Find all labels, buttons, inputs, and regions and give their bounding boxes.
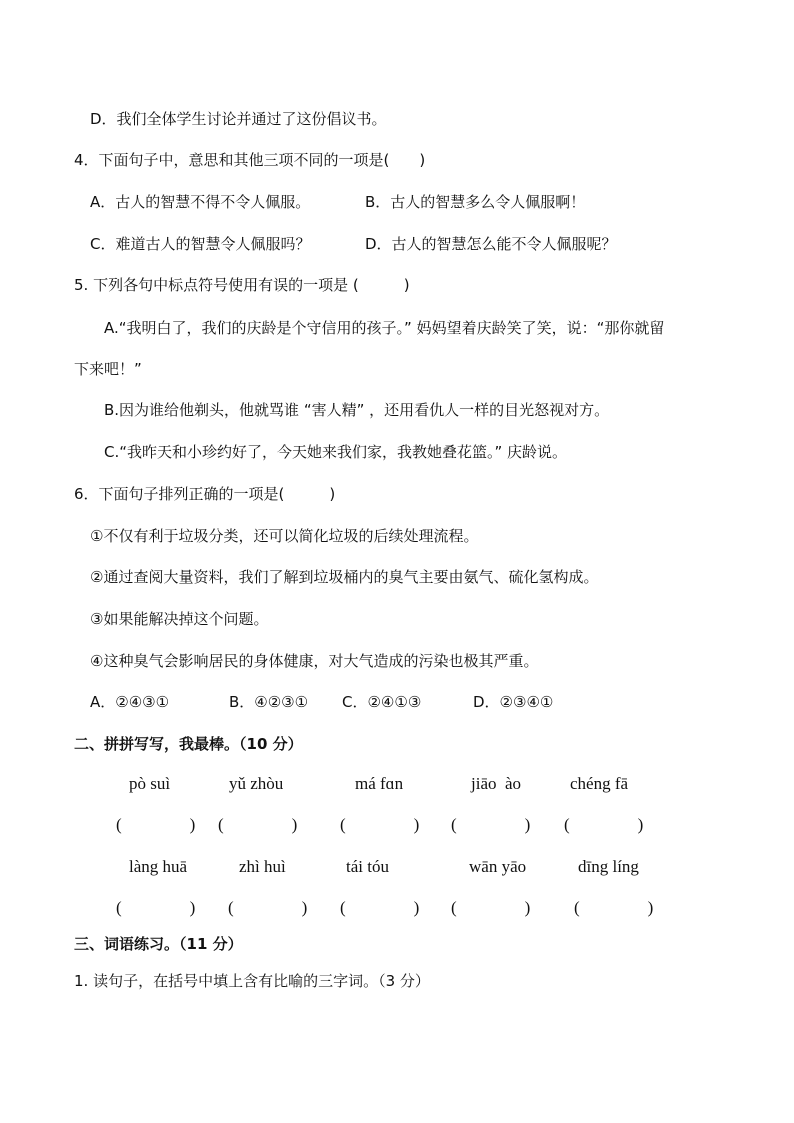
q5-option-b: B.因为谁给他剃头，他就骂谁 “害人精” ，还用看仇人一样的目光怒视对方。 xyxy=(104,401,610,419)
q5-option-a-line2: 下来吧！” xyxy=(74,360,142,378)
answer-blank[interactable]: ( ) xyxy=(218,815,298,834)
pinyin-item: wān yāo xyxy=(469,857,527,876)
pinyin-item: chéng fā xyxy=(570,774,629,793)
answer-blank[interactable]: ( ) xyxy=(340,898,420,917)
section2-title: 二、拼拼写写，我最棒。（10 分） xyxy=(74,735,303,753)
answer-blank[interactable]: ( ) xyxy=(451,898,531,917)
q6-option-d: D．②③④① xyxy=(473,693,554,711)
answer-blank[interactable]: ( ) xyxy=(340,815,420,834)
q4-option-d: D．古人的智慧怎么能不令人佩服呢？ xyxy=(365,235,617,253)
pinyin-item: má fɑn xyxy=(355,774,404,793)
answer-blank[interactable]: ( ) xyxy=(451,815,531,834)
pinyin-item: zhì huì xyxy=(239,857,286,876)
q4-stem: 4．下面句子中，意思和其他三项不同的一项是( ) xyxy=(74,151,426,169)
q4-option-b: B．古人的智慧多么令人佩服啊！ xyxy=(365,193,586,211)
answer-blank[interactable]: ( ) xyxy=(116,898,196,917)
q5-stem: 5. 下列各句中标点符号使用有误的一项是 ( ) xyxy=(74,276,410,294)
section3-q1: 1. 读句子，在括号中填上含有比喻的三字词。（3 分） xyxy=(74,972,430,990)
q6-option-b: B．④②③① xyxy=(229,693,309,711)
q6-option-c: C．②④①③ xyxy=(342,693,422,711)
q6-stem: 6．下面句子排列正确的一项是( ) xyxy=(74,485,336,503)
pinyin-item: jiāo ào xyxy=(471,774,522,793)
q6-sentence-3: ③如果能解决掉这个问题。 xyxy=(90,610,269,628)
pinyin-item: pò suì xyxy=(129,774,171,793)
pinyin-item: yǔ zhòu xyxy=(229,774,284,793)
answer-blank[interactable]: ( ) xyxy=(116,815,196,834)
answer-blank[interactable]: ( ) xyxy=(564,815,644,834)
q6-sentence-2: ②通过查阅大量资料，我们了解到垃圾桶内的臭气主要由氨气、硫化氢构成。 xyxy=(90,568,599,586)
pinyin-item: dīng líng xyxy=(578,857,639,876)
q6-sentence-4: ④这种臭气会影响居民的身体健康，对大气造成的污染也极其严重。 xyxy=(90,652,539,670)
answer-blank[interactable]: ( ) xyxy=(228,898,308,917)
pinyin-item: làng huā xyxy=(129,857,188,876)
q6-option-a: A．②④③① xyxy=(90,693,170,711)
q6-sentence-1: ①不仅有利于垃圾分类，还可以简化垃圾的后续处理流程。 xyxy=(90,527,479,545)
q4-option-a: A．古人的智慧不得不令人佩服。 xyxy=(90,193,311,211)
answer-blank[interactable]: ( ) xyxy=(574,898,654,917)
pinyin-item: tái tóu xyxy=(346,857,389,876)
q4-option-c: C．难道古人的智慧令人佩服吗？ xyxy=(90,235,311,253)
q3-option-d: D．我们全体学生讨论并通过了这份倡议书。 xyxy=(90,110,387,128)
q5-option-c: C.“我昨天和小珍约好了，今天她来我们家，我教她叠花篮。” 庆龄说。 xyxy=(104,443,568,461)
q5-option-a-line1: A.“我明白了，我们的庆龄是个守信用的孩子。” 妈妈望着庆龄笑了笑，说：“那你就留 xyxy=(104,319,665,337)
section3-title: 三、词语练习。（11 分） xyxy=(74,935,243,953)
